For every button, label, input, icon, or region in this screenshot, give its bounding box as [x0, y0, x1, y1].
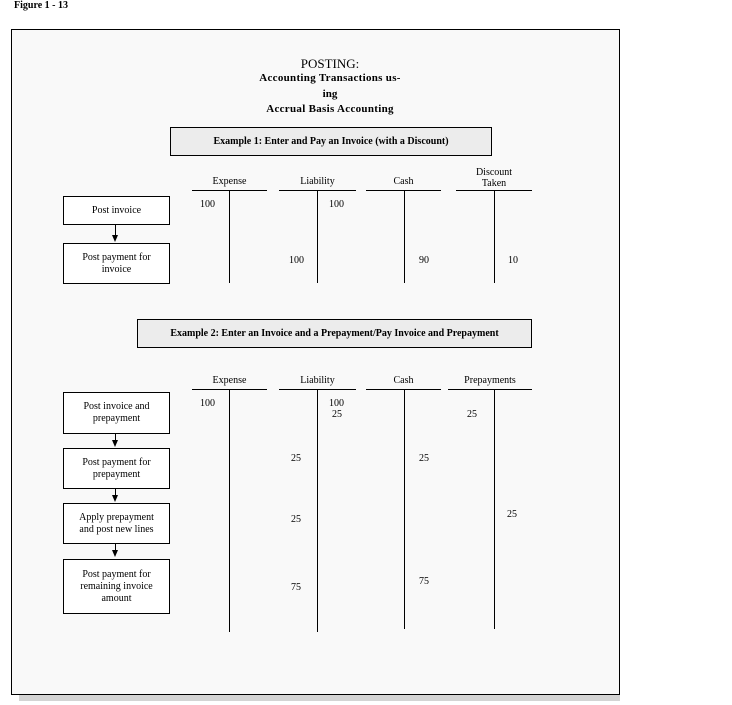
ex1-step-post-payment: Post payment for invoice — [63, 243, 170, 284]
ex1-liability-invoice-value: 100 — [329, 199, 344, 210]
ex1-t-account-stem-cash — [404, 190, 405, 283]
ex2-prepay-s3-value: 25 — [507, 509, 517, 520]
ex1-t-account-stem-discount — [494, 190, 495, 283]
ex2-cash-s2-value: 25 — [419, 453, 429, 464]
ex2-step-apply-prepayment: Apply prepayment and post new lines — [63, 503, 170, 544]
ex2-t-account-stem-liability — [317, 389, 318, 632]
ex2-arrow-3-head — [112, 550, 118, 557]
ex2-account-prepayments: Prepayments — [464, 375, 516, 386]
ex1-expense-invoice-value: 100 — [200, 199, 215, 210]
ex2-step-post-payment-remaining: Post payment for remaining invoice amount — [63, 559, 170, 614]
ex2-prepay-s1-value: 25 — [467, 409, 477, 420]
ex2-expense-s1-value: 100 — [200, 398, 215, 409]
ex2-t-account-stem-cash — [404, 389, 405, 629]
figure-label: Figure 1 - 13 — [14, 0, 68, 11]
ex2-account-liability: Liability — [300, 375, 335, 386]
ex1-account-liability: Liability — [300, 176, 335, 187]
example-1-header: Example 1: Enter and Pay an Invoice (with a Discount) — [170, 127, 492, 156]
ex1-account-discount-taken: Discount Taken — [475, 167, 513, 189]
ex2-step-post-invoice-prepayment: Post invoice and prepayment — [63, 392, 170, 434]
ex1-account-cash: Cash — [393, 176, 414, 187]
ex2-t-account-stem-prepayments — [494, 389, 495, 629]
ex2-liability-s4-value: 75 — [291, 582, 301, 593]
ex2-step-post-payment-prepayment: Post payment for prepayment — [63, 448, 170, 489]
ex1-discount-payment-value: 10 — [508, 255, 518, 266]
ex2-t-account-stem-expense — [229, 389, 230, 632]
title-line-4: Accrual Basis Accounting — [266, 103, 394, 115]
ex2-account-cash: Cash — [393, 375, 414, 386]
title-line-2: Accounting Transactions us- — [259, 72, 401, 84]
ex1-t-account-stem-liability — [317, 190, 318, 283]
ex2-arrow-1-head — [112, 440, 118, 447]
ex1-arrow-1-head — [112, 235, 118, 242]
ex2-liability-s1-value-b: 25 — [332, 409, 342, 420]
ex2-liability-s1-value-a: 100 — [329, 398, 344, 409]
ex1-account-expense: Expense — [212, 176, 247, 187]
ex1-t-account-stem-expense — [229, 190, 230, 283]
ex1-step-post-invoice: Post invoice — [63, 196, 170, 225]
title-line-3: ing — [322, 88, 338, 100]
ex2-t-account-bar-prepayments — [448, 389, 532, 390]
ex2-cash-s4-value: 75 — [419, 576, 429, 587]
ex1-liability-payment-value: 100 — [289, 255, 304, 266]
ex2-liability-s2-value: 25 — [291, 453, 301, 464]
example-2-header: Example 2: Enter an Invoice and a Prepayment/Pay Invoice and Prepayment — [137, 319, 532, 348]
ex2-arrow-2-head — [112, 495, 118, 502]
ex2-account-expense: Expense — [212, 375, 247, 386]
title-posting: POSTING: — [300, 56, 360, 71]
ex2-liability-s3-value: 25 — [291, 514, 301, 525]
ex1-cash-payment-value: 90 — [419, 255, 429, 266]
